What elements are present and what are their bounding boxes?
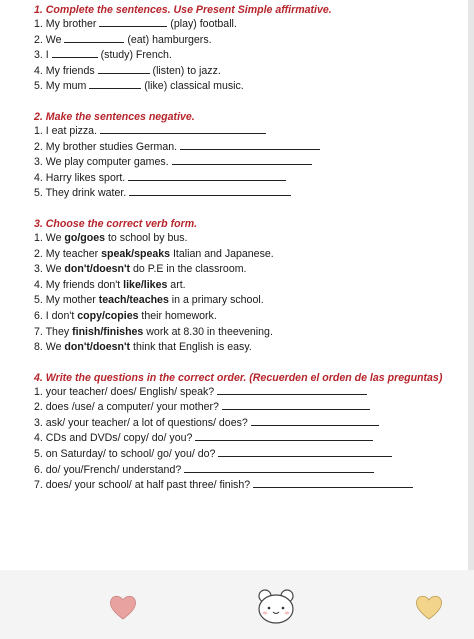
verb-choice: finish/finishes [72,325,144,338]
section-heading: 2. Make the sentences negative. [34,110,195,123]
verb-choice: teach/teaches [98,294,169,307]
item-text-suffix: art. [167,278,186,291]
exercise-item [34,416,470,432]
exercise-item [34,400,470,416]
answer-blank[interactable] [184,463,374,473]
item-text-suffix: (play) football. [167,18,237,30]
item-text: 2. My teacher [34,247,102,260]
section-heading: 1. Complete the sentences. Use Present Simple affirmative. [34,4,332,16]
heart-pink-icon[interactable] [108,592,138,622]
verb-choice: don't/doesn't [64,263,131,276]
item-text-suffix: in a primary school. [168,294,264,307]
exercise-item [34,385,470,401]
exercise-item [34,231,470,247]
verb-choice: go/goes [64,231,106,244]
answer-blank[interactable] [98,64,150,74]
heart-yellow-icon[interactable] [414,592,444,622]
item-text: 5. They drink water. [34,187,130,200]
item-text: 3. We [34,263,65,276]
item-text: 6. I don't [34,309,78,322]
answer-blank[interactable] [99,17,167,27]
item-text: 3. I [34,49,52,62]
item-text-suffix: work at 8.30 in theevening. [143,325,273,338]
item-text: 7. They [34,325,73,338]
answer-blank[interactable] [64,33,124,43]
answer-blank[interactable] [129,186,291,196]
exercise-item [34,463,470,479]
exercise-item [34,48,470,64]
verb-choice: speak/speaks [101,247,171,260]
item-text-suffix: (listen) to jazz. [149,64,221,77]
exercise-item [34,155,470,171]
exercise-item [34,247,470,263]
footer-bar [0,570,474,639]
exercise-item [34,278,470,294]
item-text-suffix: (like) classical music. [141,80,244,93]
exercise-item [34,447,470,463]
section-3 [34,218,470,356]
answer-blank[interactable] [172,155,312,165]
worksheet-content [34,4,470,510]
item-text: 5. on Saturday/ to school/ go/ you/ do? [34,448,219,461]
section-2 [34,111,470,202]
answer-blank[interactable] [195,431,373,441]
bear-face-icon[interactable] [255,586,297,626]
verb-choice: copy/copies [77,309,139,322]
answer-blank[interactable] [180,140,320,150]
answer-blank[interactable] [128,171,286,181]
exercise-item [34,79,470,95]
exercise-item [34,140,470,156]
exercise-item [34,262,470,278]
item-text: 8. We [34,341,65,354]
exercise-item [34,171,470,187]
answer-blank[interactable] [217,385,367,395]
exercise-item [34,309,470,325]
item-text: 1. your teacher/ does/ English/ speak? [34,385,218,398]
item-text: 5. My mum [34,80,90,93]
item-text-suffix: (eat) hamburgers. [124,33,212,46]
item-text-suffix: Italian and Japanese. [170,247,274,260]
exercise-item [34,124,470,140]
section-heading: 4. Write the questions in the correct order. (Recuerden el orden de las preguntas) [34,371,443,384]
item-text: 1. I eat pizza. [34,124,100,137]
answer-blank[interactable] [251,416,379,426]
item-text: 2. does /use/ a computer/ your mother? [34,401,222,414]
verb-choice: like/likes [123,278,168,291]
item-text: 1. We [34,231,65,244]
item-text: 4. CDs and DVDs/ copy/ do/ you? [34,432,196,445]
item-text: 1. My brother [34,18,100,30]
item-text: 4. My friends don't [34,278,124,291]
item-text: 7. does/ your school/ at half past three/ finish? [34,479,254,492]
exercise-item [34,293,470,309]
exercise-item [34,186,470,202]
answer-blank[interactable] [100,124,266,134]
answer-blank[interactable] [222,400,370,410]
item-text-suffix: their homework. [138,309,217,322]
exercise-item [34,340,470,356]
item-text-suffix: to school by bus. [105,231,188,244]
exercise-item [34,33,470,49]
exercise-item [34,431,470,447]
exercise-item [34,17,470,33]
answer-blank[interactable] [218,447,392,457]
answer-blank[interactable] [253,478,413,488]
item-text-suffix: do P.E in the classroom. [130,263,247,276]
item-text-suffix: (study) French. [97,49,172,62]
answer-blank[interactable] [52,48,98,58]
answer-blank[interactable] [89,79,141,89]
section-heading: 3. Choose the correct verb form. [34,217,198,230]
item-text: 3. ask/ your teacher/ a lot of questions/ does? [34,416,251,429]
section-4 [34,372,470,494]
item-text: 4. Harry likes sport. [34,171,129,184]
item-text: 5. My mother [34,294,99,307]
item-text-suffix: think that English is easy. [130,341,252,354]
item-text: 6. do/ you/French/ understand? [34,463,185,476]
verb-choice: don't/doesn't [64,341,131,354]
item-text: 2. We [34,33,65,46]
item-text: 4. My friends [34,64,98,77]
item-text: 3. We play computer games. [34,156,172,169]
exercise-item [34,325,470,341]
section-1 [34,4,470,95]
item-text: 2. My brother studies German. [34,140,181,153]
exercise-item [34,64,470,80]
exercise-item [34,478,470,494]
